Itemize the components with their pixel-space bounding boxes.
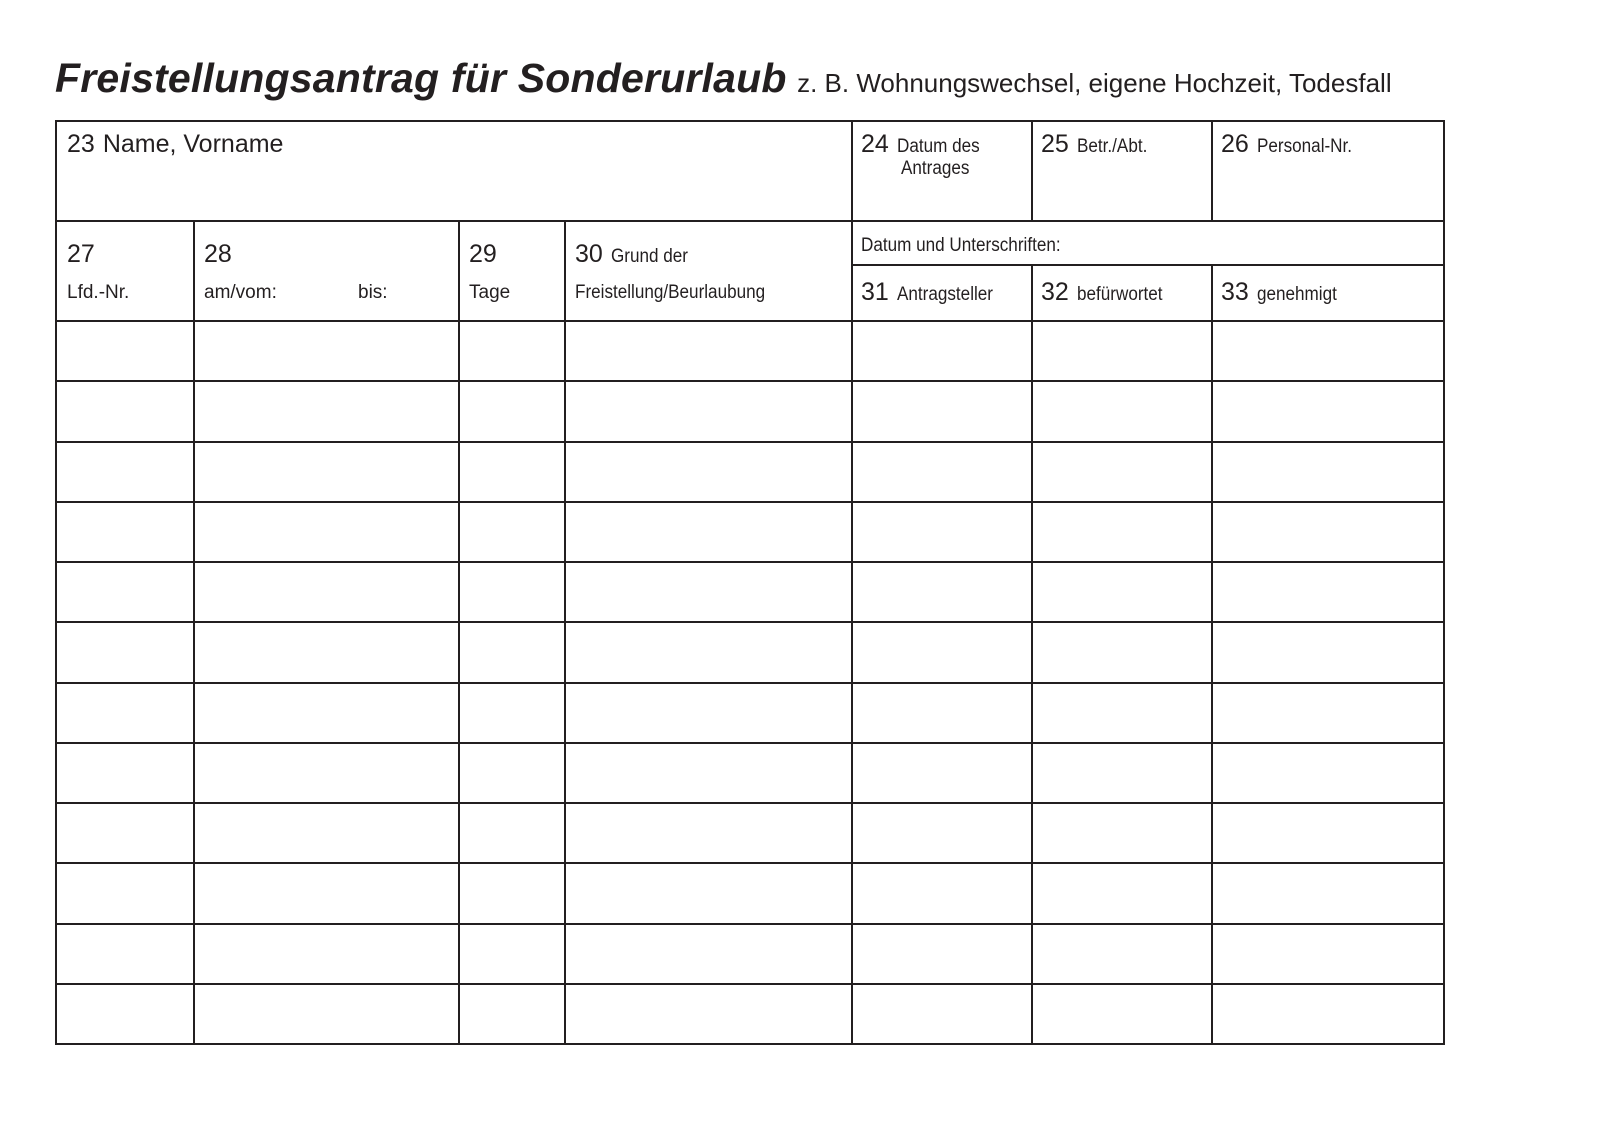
table-cell-reason[interactable] [566, 382, 851, 440]
table-cell-date-range[interactable] [195, 503, 458, 561]
table-cell-date-range[interactable] [195, 804, 458, 862]
field-25-number: 25 [1041, 130, 1069, 158]
table-cell-approved-signature[interactable] [1213, 985, 1443, 1043]
table-cell-date-range[interactable] [195, 563, 458, 621]
signatures-heading-divider [851, 264, 1443, 266]
table-cell-days[interactable] [460, 925, 564, 983]
table-cell-approved-signature[interactable] [1213, 684, 1443, 742]
table-cell-applicant-signature[interactable] [853, 623, 1031, 681]
field-23-label: Name, Vorname [102, 130, 284, 158]
col-28-label-from [204, 282, 277, 304]
field-23-name[interactable] [67, 130, 283, 159]
request-form [55, 120, 1445, 1045]
col-32-label: befürwortet [1076, 284, 1163, 305]
table-cell-recommended-signature[interactable] [1033, 985, 1211, 1043]
signatures-heading [861, 235, 1083, 257]
table-cell-reason[interactable] [566, 322, 851, 380]
col-31-header [861, 278, 1003, 307]
col-30-label-line1: Grund der [610, 246, 688, 267]
table-cell-lfd-nr[interactable] [59, 503, 193, 561]
col-30-header [575, 240, 696, 269]
field-24-date[interactable] [861, 130, 989, 159]
col-33-num: 33 [1221, 278, 1249, 306]
header-divider [57, 220, 1443, 222]
col-30-num: 30 [575, 240, 603, 268]
table-cell-approved-signature[interactable] [1213, 443, 1443, 501]
field-24-label-line1: Datum des [896, 136, 980, 157]
field-23-number: 23 [67, 130, 95, 158]
table-cell-date-range[interactable] [195, 684, 458, 742]
header-col-divider-25 [1031, 122, 1033, 220]
col-27-label-text: Lfd.-Nr. [67, 282, 130, 303]
field-24-label-line2-wrap [901, 158, 977, 180]
table-cell-lfd-nr[interactable] [59, 744, 193, 802]
table-cell-reason[interactable] [566, 563, 851, 621]
table-cell-reason[interactable] [566, 684, 851, 742]
col-27-label [67, 282, 129, 304]
col-30-label-line2-wrap [575, 282, 786, 304]
col-28-number [204, 240, 240, 269]
field-25-label: Betr./Abt. [1076, 136, 1148, 157]
table-cell-days[interactable] [460, 443, 564, 501]
table-cell-lfd-nr[interactable] [59, 864, 193, 922]
table-cell-applicant-signature[interactable] [853, 382, 1031, 440]
table-cell-lfd-nr[interactable] [59, 382, 193, 440]
col-29-label [469, 282, 510, 304]
table-cell-approved-signature[interactable] [1213, 563, 1443, 621]
table-cell-date-range[interactable] [195, 864, 458, 922]
table-cell-recommended-signature[interactable] [1033, 443, 1211, 501]
table-cell-approved-signature[interactable] [1213, 864, 1443, 922]
table-cell-applicant-signature[interactable] [853, 985, 1031, 1043]
table-cell-date-range[interactable] [195, 623, 458, 681]
table-cell-days[interactable] [460, 864, 564, 922]
signatures-heading-text: Datum und Unterschriften: [861, 235, 1061, 256]
table-cell-days[interactable] [460, 985, 564, 1043]
col-28-num: 28 [204, 240, 232, 268]
form-title-main: Freistellungsantrag für Sonderurlaub [55, 55, 787, 101]
col-32-header [1041, 278, 1172, 307]
table-cell-days[interactable] [460, 744, 564, 802]
col-31-label: Antragsteller [896, 284, 993, 305]
form-title [55, 55, 1392, 102]
table-cell-date-range[interactable] [195, 382, 458, 440]
table-cell-lfd-nr[interactable] [59, 925, 193, 983]
header-col-divider-24 [851, 122, 853, 220]
table-cell-applicant-signature[interactable] [853, 503, 1031, 561]
table-cell-recommended-signature[interactable] [1033, 503, 1211, 561]
table-cell-approved-signature[interactable] [1213, 503, 1443, 561]
table-cell-reason[interactable] [566, 443, 851, 501]
table-cell-approved-signature[interactable] [1213, 744, 1443, 802]
table-cell-date-range[interactable] [195, 985, 458, 1043]
col-28-from-text: am/vom: [204, 282, 277, 303]
field-26-label: Personal-Nr. [1256, 136, 1352, 157]
table-cell-date-range[interactable] [195, 443, 458, 501]
table-cell-reason[interactable] [566, 864, 851, 922]
table-cell-lfd-nr[interactable] [59, 804, 193, 862]
table-cell-lfd-nr[interactable] [59, 443, 193, 501]
col-33-label: genehmigt [1256, 284, 1337, 305]
table-cell-recommended-signature[interactable] [1033, 684, 1211, 742]
table-cell-recommended-signature[interactable] [1033, 563, 1211, 621]
field-25-department[interactable] [1041, 130, 1155, 159]
table-cell-applicant-signature[interactable] [853, 804, 1031, 862]
field-24-label-line2: Antrages [901, 158, 970, 179]
col-29-label-text: Tage [469, 282, 511, 303]
table-cell-reason[interactable] [566, 804, 851, 862]
table-cell-days[interactable] [460, 684, 564, 742]
table-cell-applicant-signature[interactable] [853, 744, 1031, 802]
table-cell-reason[interactable] [566, 985, 851, 1043]
table-cell-date-range[interactable] [195, 744, 458, 802]
table-cell-applicant-signature[interactable] [853, 864, 1031, 922]
table-cell-approved-signature[interactable] [1213, 322, 1443, 380]
table-cell-recommended-signature[interactable] [1033, 804, 1211, 862]
table-cell-lfd-nr[interactable] [59, 684, 193, 742]
field-24-number: 24 [861, 130, 889, 158]
col-27-num: 27 [67, 240, 95, 268]
table-cell-date-range[interactable] [195, 322, 458, 380]
table-cell-lfd-nr[interactable] [59, 322, 193, 380]
table-cell-days[interactable] [460, 623, 564, 681]
col-28-to-text: bis: [358, 282, 388, 303]
table-cell-approved-signature[interactable] [1213, 623, 1443, 681]
table-cell-applicant-signature[interactable] [853, 443, 1031, 501]
table-cell-reason[interactable] [566, 744, 851, 802]
col-27-number [67, 240, 103, 269]
col-32-num: 32 [1041, 278, 1069, 306]
table-cell-applicant-signature[interactable] [853, 563, 1031, 621]
table-cell-reason[interactable] [566, 925, 851, 983]
field-26-number: 26 [1221, 130, 1249, 158]
table-cell-approved-signature[interactable] [1213, 925, 1443, 983]
table-cell-approved-signature[interactable] [1213, 804, 1443, 862]
table-cell-days[interactable] [460, 563, 564, 621]
table-cell-reason[interactable] [566, 623, 851, 681]
table-cell-reason[interactable] [566, 503, 851, 561]
table-cell-applicant-signature[interactable] [853, 322, 1031, 380]
table-cell-approved-signature[interactable] [1213, 382, 1443, 440]
field-26-personnel-number[interactable] [1221, 130, 1362, 159]
col-30-label-line2: Freistellung/Beurlaubung [575, 282, 766, 303]
col-29-num: 29 [469, 240, 497, 268]
table-cell-days[interactable] [460, 804, 564, 862]
table-cell-recommended-signature[interactable] [1033, 744, 1211, 802]
col-29-number [469, 240, 505, 269]
table-cell-recommended-signature[interactable] [1033, 623, 1211, 681]
col-33-header [1221, 278, 1346, 307]
table-cell-applicant-signature[interactable] [853, 684, 1031, 742]
table-cell-recommended-signature[interactable] [1033, 382, 1211, 440]
table-cell-lfd-nr[interactable] [59, 623, 193, 681]
table-cell-applicant-signature[interactable] [853, 925, 1031, 983]
table-cell-recommended-signature[interactable] [1033, 925, 1211, 983]
col-28-label-to [358, 282, 388, 304]
table-cell-date-range[interactable] [195, 925, 458, 983]
table-cell-lfd-nr[interactable] [59, 985, 193, 1043]
table-cell-days[interactable] [460, 503, 564, 561]
table-cell-recommended-signature[interactable] [1033, 322, 1211, 380]
table-cell-recommended-signature[interactable] [1033, 864, 1211, 922]
table-cell-days[interactable] [460, 322, 564, 380]
col-31-num: 31 [861, 278, 889, 306]
header-col-divider-26 [1211, 122, 1213, 220]
table-cell-days[interactable] [460, 382, 564, 440]
form-title-examples: z. B. Wohnungswechsel, eigene Hochzeit, Todesfall [797, 68, 1392, 98]
table-cell-lfd-nr[interactable] [59, 563, 193, 621]
